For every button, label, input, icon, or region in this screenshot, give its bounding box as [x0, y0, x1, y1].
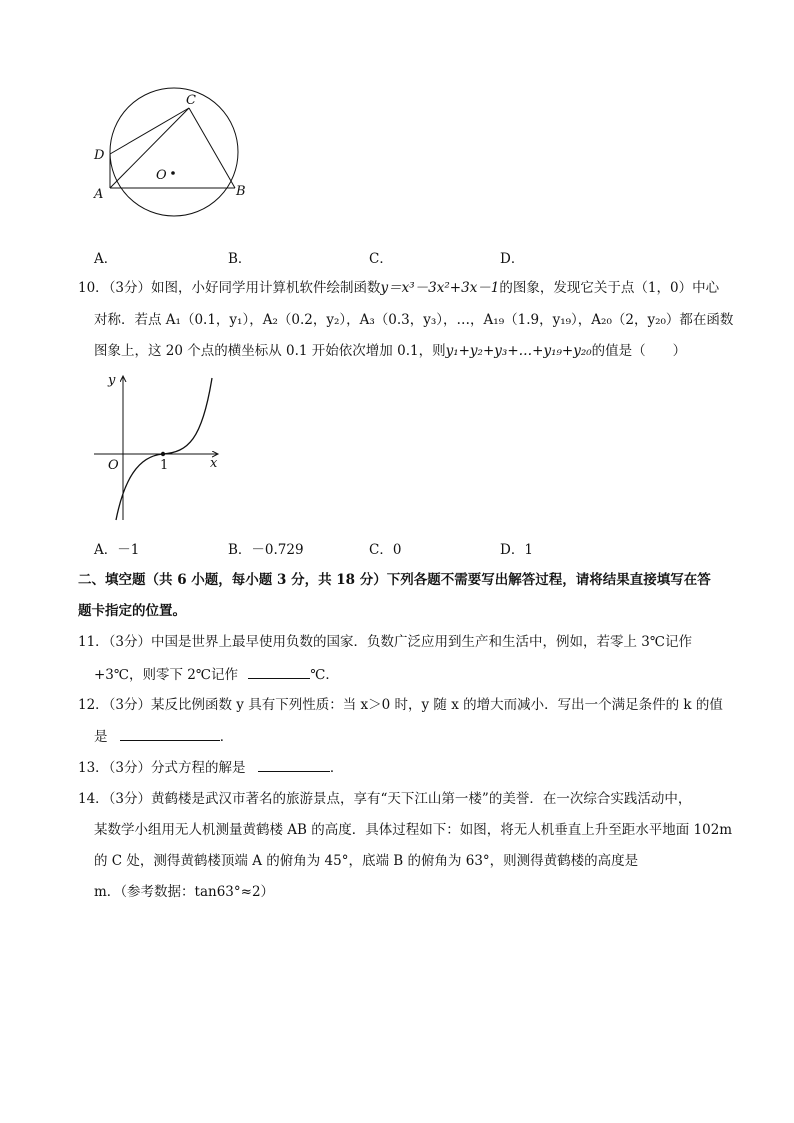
q11-line-2 [94, 664, 339, 685]
q10-cubic-graph [90, 370, 230, 525]
circumscribed-circle [110, 88, 238, 216]
q10-option-c: C．0 [369, 542, 402, 558]
q14-line-2: 某数学小组用无人机测量黄鹤楼 AB 的高度．具体过程如下：如图，将无人机垂直上升至距水平地面 102m [94, 822, 733, 838]
q11-text-2a: +3℃，则零下 2℃记作 [94, 667, 238, 683]
q10-line-2: 对称．若点 A₁（0.1，y₁），A₂（0.2，y₂），A₃（0.3，y₃），…，A₁₉（1.9，y₁₉），A₂₀（2，y₂₀）都在函数 [94, 312, 734, 328]
segment-ac [110, 108, 189, 188]
graph-label-x: x [210, 456, 218, 471]
cubic-curve [116, 378, 212, 520]
label-c: C [186, 93, 196, 108]
q10-function: y＝x³－3x²+3x－1 [380, 280, 500, 296]
q12-answer-blank[interactable] [120, 726, 220, 741]
q10-text-1b: 的图象，发现它关于点（1，0）中心 [499, 280, 720, 296]
label-d: D [94, 148, 105, 163]
q10-text-3b: 的值是（ ） [591, 343, 687, 359]
q13-answer-blank[interactable] [258, 757, 330, 772]
q9-circle-figure [90, 90, 260, 220]
q10-number: 10． [78, 280, 109, 296]
point-1-0 [161, 452, 165, 456]
label-b: B [236, 184, 246, 199]
graph-label-origin: O [108, 458, 119, 473]
q9-option-d: D． [500, 251, 525, 267]
q11-text-2b: ℃． [310, 667, 339, 683]
q11-line-1: 11．（3分）中国是世界上最早使用负数的国家．负数广泛应用到生产和生活中，例如，若零上 3℃记作 [78, 634, 692, 650]
section-2-heading-line-1: 二、填空题（共 6 小题，每小题 3 分，共 18 分）下列各题不需要写出解答过程，请将结果直接填写在答 [78, 572, 711, 588]
q11-answer-blank[interactable] [248, 664, 310, 679]
graph-label-y: y [108, 373, 116, 388]
q10-text-3a: 图象上，这 20 个点的横坐标从 0.1 开始依次增加 0.1，则 [94, 343, 446, 359]
q12-text-2b: ． [219, 729, 234, 745]
q10-option-d: D．1 [500, 542, 533, 558]
q10-score: （3分） [108, 280, 152, 296]
q12-line-2 [94, 726, 233, 747]
q13-text-1a: 13．（3分）分式方程的解是 [78, 760, 246, 776]
q12-text-2a: 是 [94, 729, 108, 745]
q10-text-1a: 如图，小好同学用计算机软件绘制函数 [151, 280, 381, 296]
q9-option-c: C． [369, 251, 393, 267]
q10-option-a: A．－1 [94, 542, 140, 558]
q10-line-3 [94, 341, 686, 361]
q14-line-3: 的 C 处，测得黄鹤楼顶端 A 的俯角为 45°，底端 B 的俯角为 63°，则测得黄鹤楼的高度是 [94, 853, 639, 869]
q14-line-1: 14．（3分）黄鹤楼是武汉市著名的旅游景点，享有“天下江山第一楼”的美誉．在一次综合实践活动中， [78, 791, 692, 807]
graph-label-one: 1 [160, 458, 169, 473]
section-2-heading-line-2: 题卡指定的位置。 [78, 603, 186, 619]
center-point [171, 171, 175, 175]
q13-line-1 [78, 757, 343, 778]
q13-text-1b: ． [329, 760, 344, 776]
q10-sum: y₁+y₂+y₃+…+y₁₉+y₂₀ [445, 343, 592, 359]
q10-option-b: B．－0.729 [228, 542, 304, 558]
label-o: O [156, 168, 167, 183]
label-a: A [94, 187, 104, 202]
q9-option-b: B． [228, 251, 252, 267]
q10-line-1 [78, 278, 719, 298]
q14-line-4: m．（参考数据：tan63°≈2） [94, 884, 275, 900]
q12-line-1: 12．（3分）某反比例函数 y 具有下列性质：当 x＞0 时，y 随 x 的增大而减小．写出一个满足条件的 k 的值 [78, 697, 723, 713]
q9-option-a: A． [94, 251, 118, 267]
segment-bc [189, 108, 235, 188]
